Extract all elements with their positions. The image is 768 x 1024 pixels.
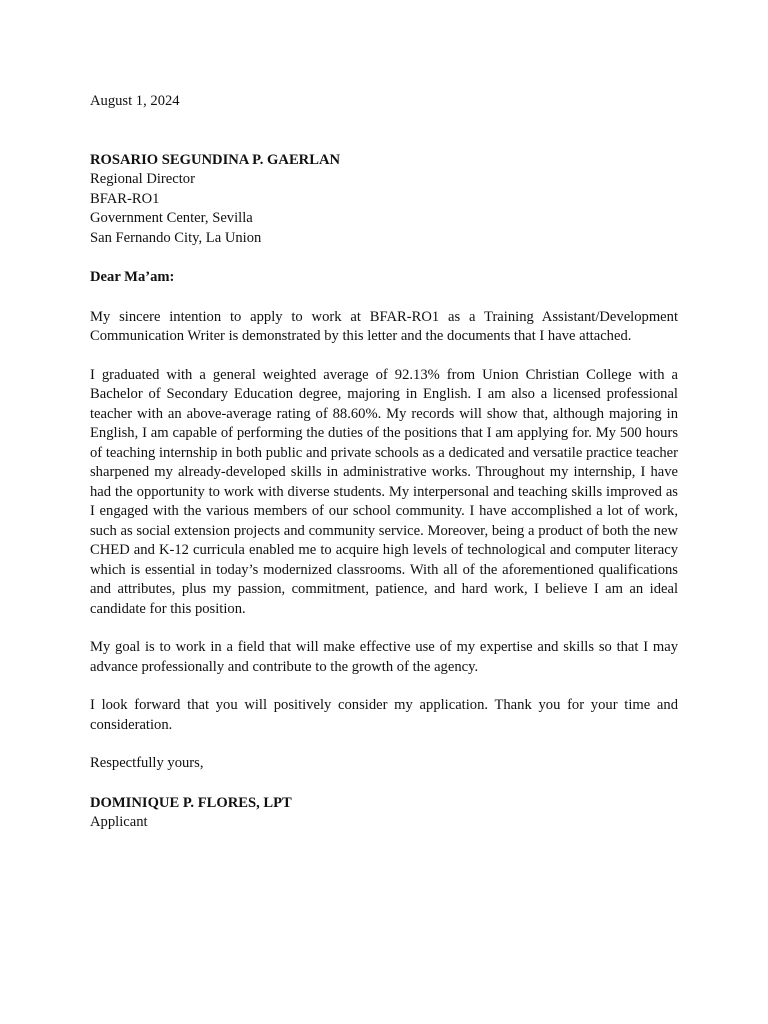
letter-date: August 1, 2024 [90,93,180,109]
signature-name: DOMINIQUE P. FLORES, LPT [90,794,292,811]
signature-role: Applicant [90,814,148,830]
salutation: Dear Ma’am: [90,269,175,285]
recipient-address-line2: San Fernando City, La Union [90,229,262,246]
body-paragraph-thanks: I look forward that you will positively consider my application. Thank you for your time and consideration. [90,697,678,733]
signature-block [90,794,678,833]
recipient-title: Regional Director [90,171,195,187]
body-paragraph-intent: My sincere intention to apply to work at BFAR-RO1 as a Training Assistant/Development Communication Writer is demonstrated by this letter and the documents that I have attached. [90,308,678,344]
recipient-block [90,151,678,249]
letter-page [90,92,678,833]
recipient-office: BFAR-RO1 [90,190,160,207]
recipient-address-line1: Government Center, Sevilla [90,210,253,226]
closing: Respectfully yours, [90,755,204,771]
body-paragraph-qualifications: I graduated with a general weighted average of 92.13% from Union Christian College with a Bachelor of Secondary Education degree, majoring in English. I am also a licensed professional teacher with an above-average rating of 88.60%. My records will show that, although majoring in English, I am capable of performing the duties of the positions that I am applying for. My 500 hours of teaching internship in both public and private schools as a dedicated and versatile practice teacher sharpened my already-developed skills in administrative works. Throughout my internship, I have had the opportunity to work with diverse students. My interpersonal and teaching skills improved as I engaged with the various members of our school community. I have accomplished a lot of work, such as social extension projects and community service. Moreover, being a product of both the new CHED and K-12 curricula enabled me to acquire high levels of technological and computer literacy which is essential in today’s modernized classrooms. With all of the aforementioned qualifications and attributes, plus my passion, commitment, patience, and hard work, I believe I am an ideal candidate for this position. [90,366,678,617]
body-paragraph-goal: My goal is to work in a field that will make effective use of my expertise and skills so that I may advance professionally and contribute to the growth of the agency. [90,639,678,675]
recipient-name: ROSARIO SEGUNDINA P. GAERLAN [90,151,341,168]
